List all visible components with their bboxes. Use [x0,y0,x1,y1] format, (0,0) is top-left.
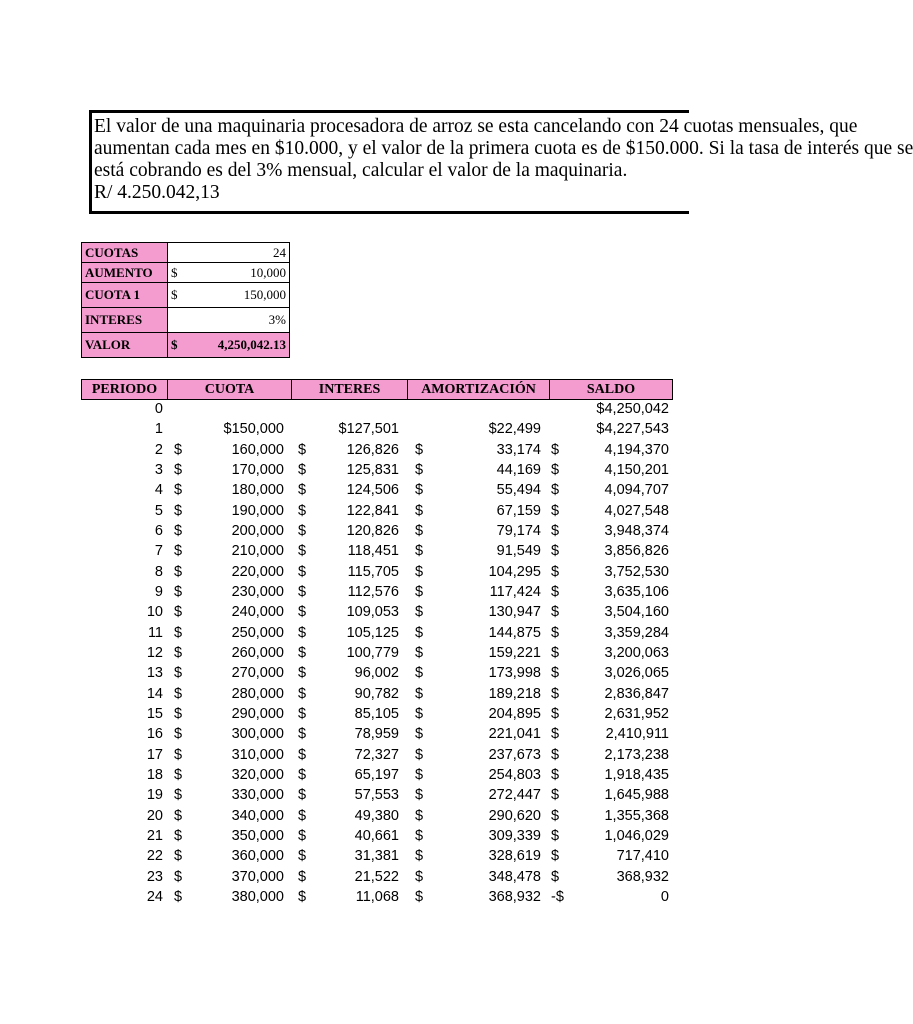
table-row [81,827,681,847]
currency-saldo[interactable]: $ [551,827,560,844]
cell-amortizacion[interactable]: 309,339 [488,827,541,844]
table-row [81,725,681,745]
table-row [81,542,681,562]
cell-periodo[interactable]: 17 [146,746,163,763]
header-cuota[interactable]: CUOTA [168,380,292,399]
problem-line: aumentan cada mes en $10.000, y el valor de la primera cuota es de $150.000. Si la tasa de interés que se [94,138,913,159]
cell-saldo[interactable]: 2,410,911 [605,726,669,743]
currency-saldo[interactable]: $ [551,583,560,600]
param-row-valor [82,333,290,358]
cell-saldo[interactable]: 3,948,374 [604,522,669,539]
currency-interes[interactable]: $ [298,746,307,763]
cell-interes[interactable]: 40,661 [354,827,399,844]
cell-cuota[interactable]: 360,000 [231,848,284,865]
currency-interes[interactable]: $ [298,624,307,641]
param-row-interes [82,308,290,333]
currency-interes[interactable]: $ [298,563,307,580]
cell-saldo[interactable]: 368,932 [616,868,669,885]
param-value[interactable]: 24 [168,243,290,263]
cell-amortizacion[interactable]: 117,424 [489,583,541,600]
param-label[interactable]: VALOR [82,333,168,358]
cell-periodo[interactable]: 5 [154,502,163,519]
cell-cuota[interactable]: 190,000 [231,502,284,519]
cell-periodo[interactable]: 10 [146,604,163,621]
cell-cuota[interactable]: 370,000 [231,868,284,885]
currency-cuota[interactable]: $ [174,624,183,641]
amortization-header [81,379,673,400]
table-row [81,705,681,725]
currency-amortizacion[interactable]: $ [415,848,424,865]
cell-interes[interactable]: 11,068 [355,888,399,905]
currency-interes[interactable]: $ [298,888,307,905]
cell-interes[interactable]: 105,125 [346,624,399,641]
cell-interes[interactable]: 78,959 [354,726,399,743]
cell-cuota[interactable]: 300,000 [231,726,284,743]
cell-periodo[interactable]: 14 [146,685,163,702]
cell-periodo[interactable]: 4 [154,482,163,499]
currency-cuota[interactable]: $ [174,888,183,905]
currency-interes[interactable]: $ [298,543,307,560]
currency-amortizacion[interactable]: $ [415,766,424,783]
table-row [81,420,681,440]
currency-amortizacion[interactable]: $ [415,746,424,763]
currency-interes[interactable]: $ [298,787,307,804]
cell-interes[interactable]: 85,105 [354,705,399,722]
header-amortizacion[interactable]: AMORTIZACIÓN [408,380,550,399]
currency-cuota[interactable]: $ [174,766,183,783]
cell-amortizacion[interactable]: 368,932 [488,888,541,905]
param-currency[interactable]: $ [168,263,188,283]
currency-interes[interactable]: $ [298,522,307,539]
currency-saldo[interactable]: $ [551,461,560,478]
currency-cuota[interactable]: $ [174,644,183,661]
currency-interes[interactable]: $ [298,441,307,458]
cell-cuota[interactable]: 250,000 [231,624,284,641]
cell-periodo[interactable]: 16 [146,726,163,743]
parameters-table [81,242,290,358]
table-row [81,603,681,623]
cell-interes[interactable]: 57,553 [354,787,399,804]
cell-periodo[interactable]: 12 [146,644,163,661]
cell-saldo[interactable]: 3,856,826 [604,543,669,560]
currency-cuota[interactable]: $ [174,868,183,885]
problem-line: está cobrando es del 3% mensual, calcular el valor de la maquinaria. [94,160,628,181]
currency-amortizacion[interactable]: $ [415,441,424,458]
table-row [81,868,681,888]
cell-amortizacion[interactable]: 221,041 [488,726,541,743]
cell-periodo[interactable]: 18 [146,766,163,783]
cell-cuota[interactable]: 340,000 [231,807,284,824]
cell-amortizacion[interactable]: 237,673 [488,746,541,763]
currency-cuota[interactable]: $ [174,807,183,824]
cell-periodo[interactable]: 24 [146,888,163,905]
header-saldo[interactable]: SALDO [586,382,636,397]
cell-cuota[interactable]: $150,000 [223,421,284,438]
cell-interes[interactable]: 112,576 [347,583,399,600]
currency-interes[interactable]: $ [298,868,307,885]
currency-amortizacion[interactable]: $ [415,665,424,682]
cell-interes[interactable]: 31,381 [354,848,399,865]
cell-interes[interactable]: 109,053 [346,604,399,621]
cell-interes[interactable]: 65,197 [354,766,399,783]
param-row-cuota1 [82,283,290,308]
currency-cuota[interactable]: $ [174,563,183,580]
cell-saldo[interactable]: $4,227,543 [596,421,669,438]
cell-cuota[interactable]: 260,000 [231,644,284,661]
currency-saldo[interactable]: $ [551,726,560,743]
table-row [81,502,681,522]
param-currency[interactable]: $ [168,283,188,308]
currency-amortizacion[interactable]: $ [415,502,424,519]
cell-amortizacion[interactable]: 348,478 [488,868,541,885]
table-row [81,685,681,705]
cell-amortizacion[interactable]: 272,447 [488,787,541,804]
currency-interes[interactable]: $ [298,644,307,661]
cell-saldo[interactable]: 3,359,284 [604,624,669,641]
table-row [81,786,681,806]
cell-cuota[interactable]: 220,000 [231,563,284,580]
cell-amortizacion[interactable]: 44,169 [496,461,541,478]
problem-statement-box [89,110,913,214]
cell-interes[interactable]: 120,826 [346,522,399,539]
cell-amortizacion[interactable]: 290,620 [488,807,541,824]
currency-amortizacion[interactable]: $ [415,482,424,499]
cell-cuota[interactable]: 240,000 [231,604,284,621]
cell-periodo[interactable]: 7 [154,543,163,560]
currency-cuota[interactable]: $ [174,583,183,600]
table-row [81,746,681,766]
cell-saldo[interactable]: 3,026,065 [604,665,669,682]
table-row [81,461,681,481]
currency-saldo[interactable]: $ [551,868,560,885]
cell-periodo[interactable]: 20 [146,807,163,824]
currency-amortizacion[interactable]: $ [415,685,424,702]
cell-saldo[interactable]: 1,645,988 [604,787,669,804]
currency-saldo[interactable]: -$ [551,888,564,905]
cell-interes[interactable]: 122,841 [346,502,399,519]
param-row-aumento [82,263,290,283]
currency-saldo[interactable]: $ [551,746,560,763]
problem-line: El valor de una maquinaria procesadora de arroz se esta cancelando con 24 cuotas mensuales, que [94,116,858,137]
cell-periodo[interactable]: 22 [146,848,163,865]
table-row [81,583,681,603]
currency-interes[interactable]: $ [298,482,307,499]
cell-periodo[interactable]: 11 [147,624,163,641]
currency-amortizacion[interactable]: $ [415,807,424,824]
currency-saldo[interactable]: $ [551,624,560,641]
currency-cuota[interactable]: $ [174,461,183,478]
currency-amortizacion[interactable]: $ [415,522,424,539]
cell-periodo[interactable]: 8 [154,563,163,580]
currency-interes[interactable]: $ [298,502,307,519]
cell-periodo[interactable]: 19 [146,787,163,804]
param-value[interactable]: 4,250,042.13 [188,333,290,358]
currency-amortizacion[interactable]: $ [415,624,424,641]
table-row [81,481,681,501]
param-currency[interactable]: $ [168,333,188,358]
cell-cuota[interactable]: 180,000 [231,482,284,499]
cell-cuota[interactable]: 330,000 [231,787,284,804]
currency-amortizacion[interactable]: $ [415,563,424,580]
cell-amortizacion[interactable]: 79,174 [496,522,541,539]
currency-cuota[interactable]: $ [174,726,183,743]
param-label[interactable]: INTERES [82,308,168,333]
cell-periodo[interactable]: 9 [154,583,163,600]
cell-amortizacion[interactable]: 144,875 [488,624,541,641]
currency-interes[interactable]: $ [298,848,307,865]
cell-saldo[interactable]: 3,635,106 [604,583,669,600]
cell-saldo[interactable]: 3,200,063 [604,644,669,661]
amortization-rows [81,400,681,908]
cell-periodo[interactable]: 1 [154,421,163,438]
table-row [81,400,681,420]
problem-statement-text [94,116,913,204]
currency-cuota[interactable]: $ [174,848,183,865]
cell-interes[interactable]: 72,327 [354,746,399,763]
cell-cuota[interactable]: 230,000 [231,583,284,600]
cell-saldo[interactable]: 1,046,029 [604,827,669,844]
currency-saldo[interactable]: $ [551,482,560,499]
currency-interes[interactable]: $ [298,807,307,824]
currency-saldo[interactable]: $ [551,665,560,682]
cell-saldo[interactable]: 1,918,435 [604,766,669,783]
currency-amortizacion[interactable]: $ [415,543,424,560]
cell-amortizacion[interactable]: 173,998 [488,665,541,682]
cell-interes[interactable]: 90,782 [354,685,399,702]
cell-cuota[interactable]: 350,000 [231,827,284,844]
currency-interes[interactable]: $ [298,766,307,783]
cell-periodo[interactable]: 21 [146,827,163,844]
param-value[interactable]: 10,000 [188,263,290,283]
cell-cuota[interactable]: 200,000 [231,522,284,539]
cell-cuota[interactable]: 210,000 [231,543,284,560]
cell-amortizacion[interactable]: $22,499 [488,421,541,438]
currency-amortizacion[interactable]: $ [415,583,424,600]
table-row [81,888,681,908]
param-value[interactable]: 3% [168,308,290,333]
currency-amortizacion[interactable]: $ [415,461,424,478]
cell-periodo[interactable]: 3 [154,461,163,478]
table-row [81,664,681,684]
param-label[interactable]: CUOTAS [82,243,168,263]
cell-amortizacion[interactable]: 67,159 [496,502,541,519]
cell-interes[interactable]: 125,831 [346,461,399,478]
currency-saldo[interactable]: $ [551,604,560,621]
currency-saldo[interactable]: $ [551,522,560,539]
cell-saldo[interactable]: 4,150,201 [604,461,669,478]
currency-amortizacion[interactable]: $ [415,827,424,844]
param-label[interactable]: AUMENTO [82,263,168,283]
cell-periodo[interactable]: 6 [154,522,163,539]
cell-amortizacion[interactable]: 33,174 [496,441,541,458]
cell-cuota[interactable]: 160,000 [231,441,284,458]
currency-interes[interactable]: $ [298,461,307,478]
cell-saldo[interactable]: 4,194,370 [604,441,669,458]
cell-saldo[interactable]: 2,631,952 [604,705,669,722]
currency-saldo[interactable]: $ [551,848,560,865]
cell-periodo[interactable]: 2 [154,441,163,458]
currency-cuota[interactable]: $ [174,665,183,682]
param-label[interactable]: CUOTA 1 [82,283,168,308]
currency-interes[interactable]: $ [298,726,307,743]
cell-amortizacion[interactable]: 328,619 [488,848,541,865]
currency-amortizacion[interactable]: $ [415,787,424,804]
currency-saldo[interactable]: $ [551,543,560,560]
currency-saldo[interactable]: $ [551,787,560,804]
currency-amortizacion[interactable]: $ [415,868,424,885]
currency-amortizacion[interactable]: $ [415,604,424,621]
currency-interes[interactable]: $ [298,827,307,844]
cell-saldo[interactable]: 4,027,548 [604,502,669,519]
cell-saldo[interactable]: 3,752,530 [604,563,669,580]
currency-cuota[interactable]: $ [174,827,183,844]
currency-saldo[interactable]: $ [551,502,560,519]
currency-saldo[interactable]: $ [551,766,560,783]
cell-periodo[interactable]: 15 [146,705,163,722]
param-value[interactable]: 150,000 [188,283,290,308]
header-interes[interactable]: INTERES [292,380,408,399]
cell-interes[interactable]: 96,002 [354,665,399,682]
table-row [81,644,681,664]
currency-cuota[interactable]: $ [174,705,183,722]
table-row [81,441,681,461]
currency-cuota[interactable]: $ [174,787,183,804]
param-row-cuotas [82,243,290,263]
currency-cuota[interactable]: $ [174,746,183,763]
cell-cuota[interactable]: 280,000 [231,685,284,702]
currency-saldo[interactable]: $ [551,441,560,458]
currency-cuota[interactable]: $ [174,502,183,519]
currency-amortizacion[interactable]: $ [415,888,424,905]
cell-amortizacion[interactable]: 204,895 [488,705,541,722]
currency-interes[interactable]: $ [298,665,307,682]
cell-amortizacion[interactable]: 55,494 [496,482,541,499]
cell-cuota[interactable]: 320,000 [231,766,284,783]
cell-saldo[interactable]: 3,504,160 [604,604,669,621]
currency-saldo[interactable]: $ [551,807,560,824]
currency-cuota[interactable]: $ [174,604,183,621]
cell-saldo[interactable]: 2,173,238 [604,746,669,763]
currency-saldo[interactable]: $ [551,685,560,702]
cell-interes[interactable]: 21,522 [354,868,399,885]
cell-cuota[interactable]: 170,000 [231,461,284,478]
currency-amortizacion[interactable]: $ [415,644,424,661]
cell-cuota[interactable]: 290,000 [231,705,284,722]
currency-interes[interactable]: $ [298,685,307,702]
cell-amortizacion[interactable]: 254,803 [488,766,541,783]
cell-amortizacion[interactable]: 91,549 [496,543,541,560]
currency-cuota[interactable]: $ [174,441,183,458]
currency-cuota[interactable]: $ [174,685,183,702]
currency-amortizacion[interactable]: $ [415,705,424,722]
currency-saldo[interactable]: $ [551,563,560,580]
currency-interes[interactable]: $ [298,705,307,722]
cell-interes[interactable]: 126,826 [346,441,399,458]
cell-periodo[interactable]: 23 [146,868,163,885]
cell-periodo[interactable]: 13 [146,665,163,682]
cell-saldo[interactable]: 1,355,368 [604,807,669,824]
table-row [81,624,681,644]
cell-amortizacion[interactable]: 130,947 [488,604,541,621]
cell-amortizacion[interactable]: 159,221 [488,644,541,661]
cell-interes[interactable]: 115,705 [347,563,399,580]
cell-interes[interactable]: 49,380 [354,807,399,824]
table-row [81,807,681,827]
table-row [81,847,681,867]
currency-amortizacion[interactable]: $ [415,726,424,743]
currency-cuota[interactable]: $ [174,543,183,560]
cell-cuota[interactable]: 380,000 [231,888,284,905]
cell-cuota[interactable]: 270,000 [231,665,284,682]
header-periodo[interactable]: PERIODO [82,380,168,399]
problem-answer: R/ 4.250.042,13 [94,182,220,203]
table-row [81,522,681,542]
currency-saldo[interactable]: $ [551,705,560,722]
cell-interes[interactable]: 118,451 [347,543,399,560]
cell-saldo[interactable]: 717,410 [616,848,669,865]
cell-saldo[interactable]: 2,836,847 [604,685,669,702]
cell-interes[interactable]: 124,506 [346,482,399,499]
cell-periodo[interactable]: 0 [154,401,163,417]
currency-saldo[interactable]: $ [551,644,560,661]
cell-saldo[interactable]: 0 [660,888,669,905]
cell-amortizacion[interactable]: 104,295 [488,563,541,580]
table-row [81,766,681,786]
currency-interes[interactable]: $ [298,583,307,600]
cell-interes[interactable]: $127,501 [338,421,399,438]
cell-cuota[interactable]: 310,000 [231,746,284,763]
currency-cuota[interactable]: $ [174,482,183,499]
cell-amortizacion[interactable]: 189,218 [488,685,541,702]
currency-interes[interactable]: $ [298,604,307,621]
cell-saldo[interactable]: $4,250,042 [596,401,669,417]
cell-interes[interactable]: 100,779 [346,644,399,661]
cell-saldo[interactable]: 4,094,707 [604,482,669,499]
table-row [81,563,681,583]
currency-cuota[interactable]: $ [174,522,183,539]
